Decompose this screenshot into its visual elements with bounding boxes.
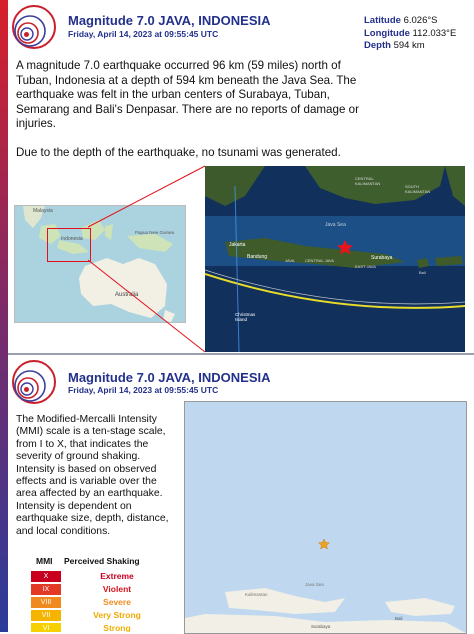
mmi-row-vii: [31, 610, 171, 622]
mmi-description: The Modified-Mercalli Intensity (MMI) scale is a ten-stage scale, from I to X, that indicates the severity of ground shaking. Intensity is based on observed effects and is variable over the area affected by an earthquake. Intensity is dependent on earthquake size, depth, distance, and local conditions.: [16, 414, 169, 537]
map-label-malaysia: Malaysia: [33, 208, 53, 214]
mmi-level-x: X: [31, 571, 61, 582]
mmi-column-header: MMI: [36, 556, 53, 566]
latitude-label: Latitude: [364, 15, 401, 26]
shaking-label-very-strong: Very Strong: [93, 610, 141, 620]
map-label-central-java: CENTRAL JAVA: [305, 258, 335, 263]
mmi-level-vi: VI: [31, 623, 61, 632]
map-label-australia: Australia: [115, 292, 139, 298]
shaking-label-strong: Strong: [103, 623, 131, 632]
mmi-level-vii: VII: [31, 610, 61, 621]
tsunami-note: Due to the depth of the earthquake, no tsunami was generated.: [16, 146, 341, 159]
shaking-column-header: Perceived Shaking: [64, 556, 140, 566]
event-datetime-2: Friday, April 14, 2023 at 09:55:45 UTC: [68, 385, 219, 395]
shaking-label-extreme: Extreme: [100, 571, 134, 581]
intensity-label-bali: Bali: [395, 616, 403, 621]
event-datetime: Friday, April 14, 2023 at 09:55:45 UTC: [68, 29, 219, 39]
map-label-jakarta: Jakarta: [229, 242, 246, 248]
satellite-map: [205, 166, 465, 352]
longitude-label: Longitude: [364, 27, 410, 39]
page-title: Magnitude 7.0 JAVA, INDONESIA: [68, 13, 271, 28]
page-title-2: Magnitude 7.0 JAVA, INDONESIA: [68, 370, 271, 385]
mmi-row-viii: [31, 597, 171, 609]
slide-divider: [8, 353, 474, 355]
intensity-label-java-sea: Java Sea: [305, 582, 324, 587]
event-description: A magnitude 7.0 earthquake occurred 96 km (59 miles) north of Tuban, Indonesia at a depth of 594 km beneath the Java Sea. The earthquake was felt in the urban centers of Surabaya, Tuban, Semarang and Bali's Denpasar. There are no reports of damage or injuries.: [16, 59, 359, 130]
map-label-java-sea: Java Sea: [325, 222, 346, 228]
shaking-label-severe: Severe: [103, 597, 131, 607]
map-label-java: JAVA: [285, 258, 295, 263]
map-label-indonesia: Indonesia: [61, 236, 83, 242]
intensity-map: [184, 401, 467, 634]
epicenter-star-icon-2: [319, 539, 330, 549]
longitude-value: 112.033°E: [412, 27, 457, 39]
map-label-bali: Bali: [419, 270, 426, 275]
shaking-label-violent: Violent: [102, 584, 132, 594]
mmi-row-x: [31, 571, 171, 583]
mmi-level-viii: VIII: [31, 597, 61, 608]
intensity-label-surabaya: Surabaya: [311, 624, 331, 629]
seismic-logo-icon-2: [12, 360, 56, 404]
depth-label: Depth: [364, 40, 391, 51]
map-label-christmas-island: Christmas Island: [235, 312, 256, 322]
map-label-png: Papua New Guinea: [135, 230, 175, 235]
mmi-row-vi: [31, 623, 171, 632]
depth-value: 594 km: [393, 40, 425, 51]
mmi-level-ix: IX: [31, 584, 61, 595]
map-label-central-kalimantan: CENTRAL KALIMANTAN: [355, 176, 381, 186]
map-label-east-java: EAST JAVA: [355, 264, 376, 269]
intensity-map-graphic: [185, 402, 466, 633]
map-label-surabaya: Surabaya: [371, 255, 393, 261]
mmi-row-ix: [31, 584, 171, 596]
intensity-label-kalimantan: Kalimantan: [245, 592, 268, 597]
map-label-bandung: Bandung: [247, 254, 268, 260]
map-label-south-kalimantan: SOUTH KALIMANTAN: [405, 184, 431, 194]
latitude-value: 6.026°S: [403, 15, 438, 26]
